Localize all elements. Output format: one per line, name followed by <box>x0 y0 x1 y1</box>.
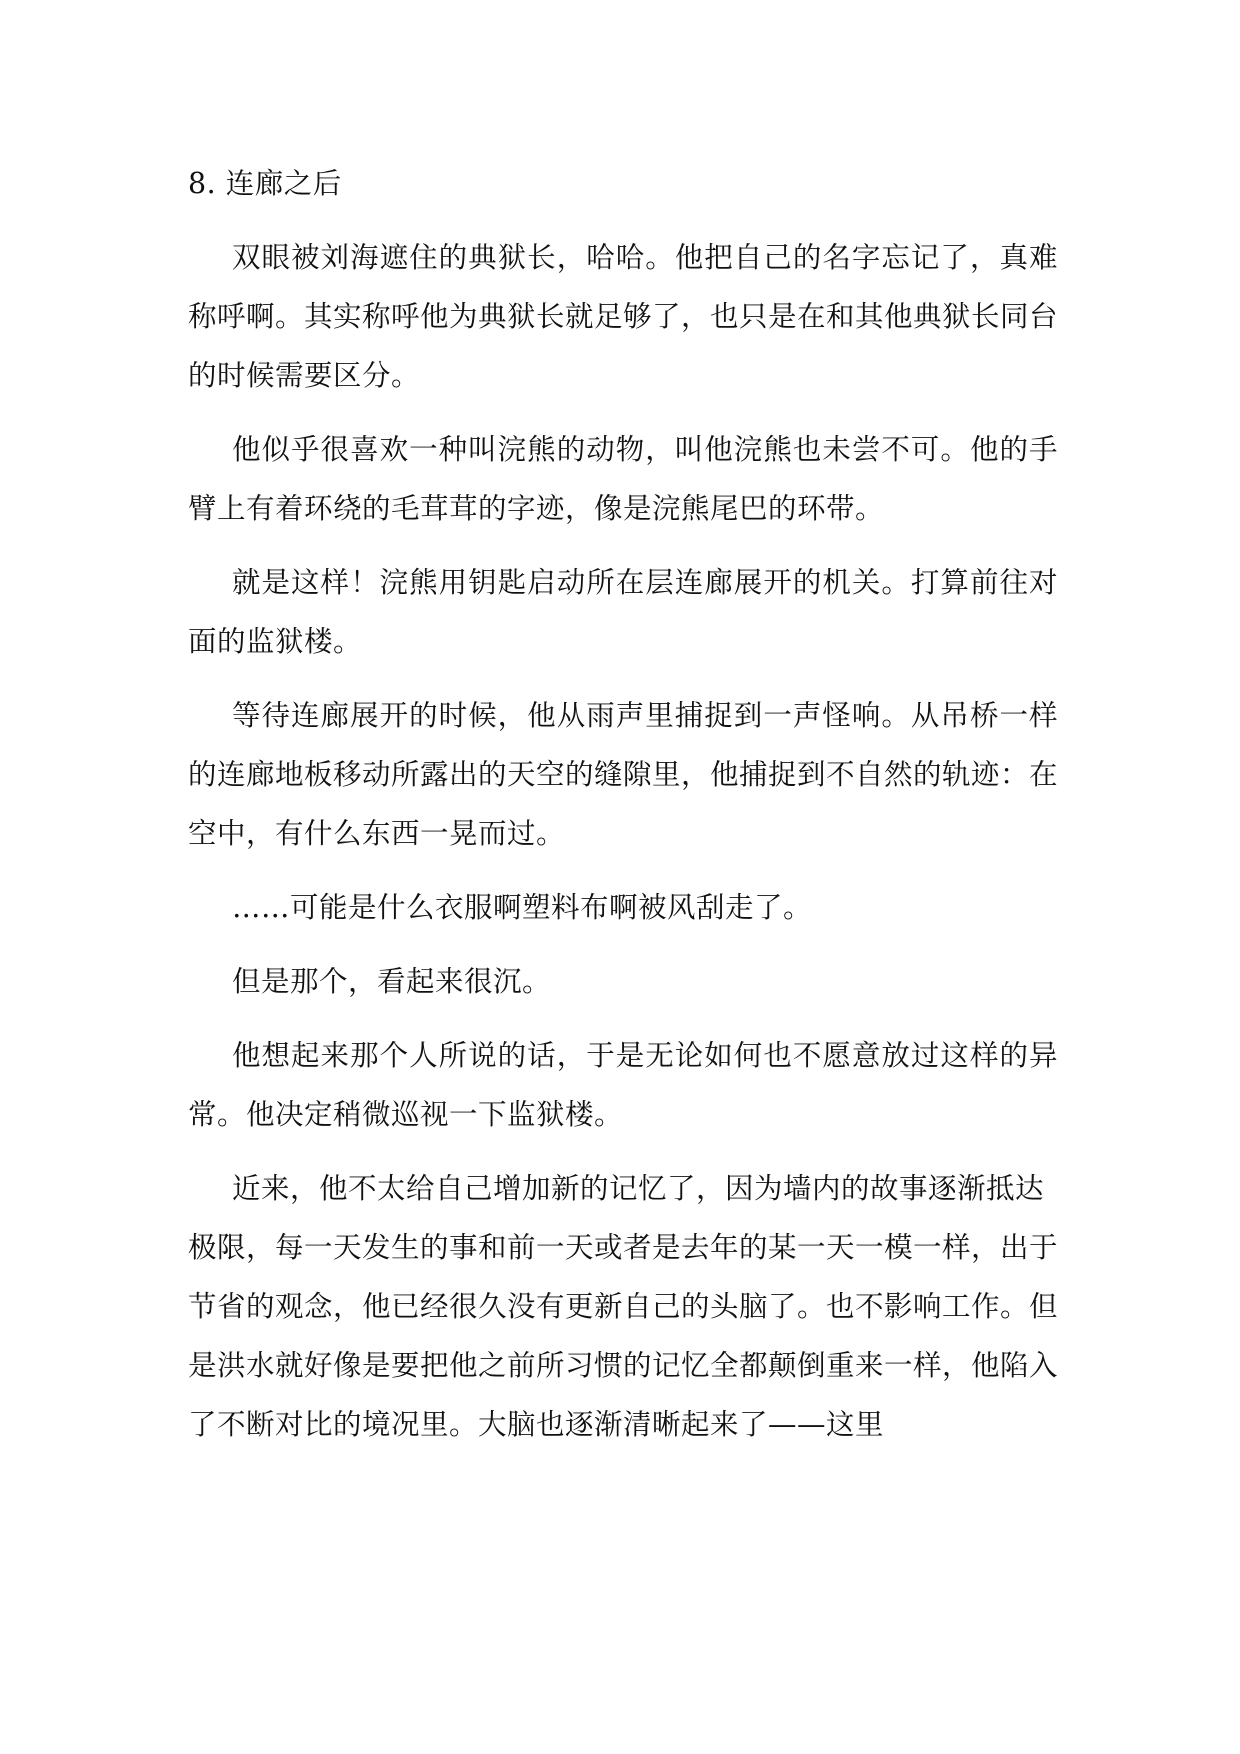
paragraph-8: 近来，他不太给自己增加新的记忆了，因为墙内的故事逐渐抵达极限，每一天发生的事和前一天或者是去年的某一天一模一样，出于节省的观念，他已经很久没有更新自己的头脑了。也不影响工作。但是洪水就好像是要把他之前所习惯的记忆全都颠倒重来一样，他陷入了不断对比的境况里。大脑也逐渐清晰起来了——这里 <box>188 1172 1059 1441</box>
paragraph-4: 等待连廊展开的时候，他从雨声里捕捉到一声怪响。从吊桥一样的连廊地板移动所露出的天空的缝隙里，他捕捉到不自然的轨迹：在空中，有什么东西一晃而过。 <box>188 699 1059 850</box>
paragraph-6: 但是那个，看起来很沉。 <box>232 965 552 998</box>
paragraph-2: 他似乎很喜欢一种叫浣熊的动物，叫他浣熊也未尝不可。他的手臂上有着环绕的毛茸茸的字迹，像是浣熊尾巴的环带。 <box>188 433 1058 525</box>
paragraph-1: 双眼被刘海遮住的典狱长，哈哈。他把自己的名字忘记了，真难称呼啊。其实称呼他为典狱长就足够了，也只是在和其他典狱长同台的时候需要区分。 <box>188 241 1059 392</box>
paragraph-7: 他想起来那个人所说的话，于是无论如何也不愿意放过这样的异常。他决定稍微巡视一下监狱楼。 <box>188 1039 1058 1131</box>
document-body <box>188 154 1058 1454</box>
chapter-title: 8. 连廊之后 <box>188 167 342 200</box>
paragraph-5: ……可能是什么衣服啊塑料布啊被风刮走了。 <box>232 891 813 924</box>
paragraph-3: 就是这样！浣熊用钥匙启动所在层连廊展开的机关。打算前往对面的监狱楼。 <box>188 566 1058 658</box>
